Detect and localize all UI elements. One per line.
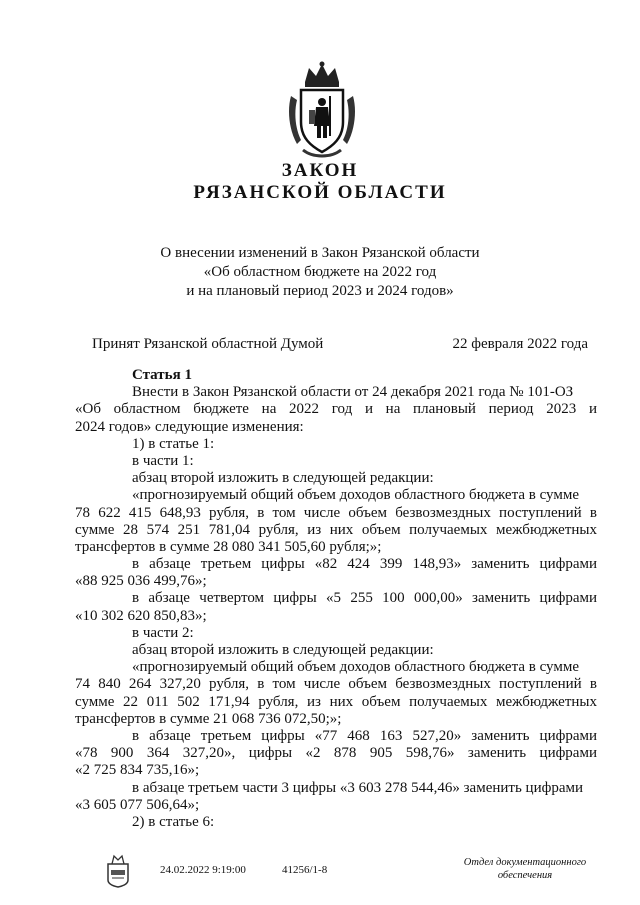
- article-line: «78 900 364 327,20», цифры «2 878 905 598,76» заменить цифрами: [75, 745, 597, 762]
- article-line: в абзаце третьем цифры «77 468 163 527,20» заменить цифрами: [132, 727, 597, 744]
- article-line: «88 925 036 499,76»;: [75, 573, 207, 590]
- footer-dept-line: обеспечения: [497, 870, 553, 881]
- article-line: «3 605 077 506,64»;: [75, 796, 200, 813]
- article-line: 74 840 264 327,20 рубля, в том числе объем безвозмездных поступлений в: [75, 676, 597, 693]
- article-line: 2024 годов» следующие изменения:: [75, 418, 304, 435]
- article-line: трансфертов в сумме 21 068 736 072,50;»;: [75, 710, 342, 727]
- article-line: «прогнозируемый общий объем доходов областного бюджета в сумме: [132, 487, 579, 504]
- adopted-by: Принят Рязанской областной Думой: [92, 336, 324, 352]
- article-line: в части 1:: [132, 452, 194, 469]
- adopted-date: 22 февраля 2022 года: [452, 336, 588, 352]
- law-title-line2: РЯЗАНСКОЙ ОБЛАСТИ: [193, 182, 447, 203]
- law-title-line1: ЗАКОН: [281, 160, 359, 181]
- article-line: в абзаце четвертом цифры «5 255 100 000,00» заменить цифрами: [132, 590, 597, 607]
- subtitle-line: «Об областном бюджете на 2022 год: [203, 264, 437, 280]
- article-line: «10 302 620 850,83»;: [75, 607, 207, 624]
- article-line: 78 622 415 648,93 рубля, в том числе объем безвозмездных поступлений в: [75, 504, 597, 521]
- article-line: трансфертов в сумме 28 080 341 505,60 рубля;»;: [75, 538, 382, 555]
- footer-department: [455, 856, 595, 882]
- article-line: сумме 22 011 502 171,94 рубля, из них объем получаемых межбюджетных: [75, 693, 597, 710]
- article-line: в части 2:: [132, 624, 194, 641]
- duma-logo-icon: [102, 850, 134, 888]
- article-line: «2 725 834 735,16»;: [75, 762, 200, 779]
- article-line: абзац второй изложить в следующей редакции:: [132, 470, 434, 487]
- article-line: 1) в статье 1:: [132, 435, 215, 452]
- article-line: сумме 28 574 251 781,04 рубля, из них объем получаемых межбюджетных: [75, 521, 597, 538]
- article-line: «прогнозируемый общий объем доходов областного бюджета в сумме: [132, 659, 579, 676]
- article-body: [75, 367, 597, 831]
- subtitle-line: и на плановый период 2023 и 2024 годов»: [186, 283, 454, 299]
- coat-of-arms-icon: [283, 60, 361, 160]
- law-subtitle: [0, 244, 640, 301]
- article-line: 2) в статье 6:: [132, 813, 215, 830]
- article-line: в абзаце третьем цифры «82 424 399 148,93» заменить цифрами: [132, 556, 597, 573]
- footer-dept-line: Отдел документационного: [463, 857, 587, 868]
- footer-doc-id: 41256/1-8: [282, 864, 328, 876]
- article-line: Внести в Закон Рязанской области от 24 декабря 2021 года № 101-ОЗ: [132, 384, 574, 401]
- article-line: абзац второй изложить в следующей редакции:: [132, 642, 434, 658]
- subtitle-line: О внесении изменений в Закон Рязанской области: [160, 245, 480, 261]
- article-heading: Статья 1: [132, 367, 192, 383]
- footer-timestamp: 24.02.2022 9:19:00: [160, 864, 246, 876]
- article-line: «Об областном бюджете на 2022 год и на плановый период 2023 и: [75, 401, 597, 418]
- article-line: в абзаце третьем части 3 цифры «3 603 278 544,46» заменить цифрами: [132, 779, 584, 796]
